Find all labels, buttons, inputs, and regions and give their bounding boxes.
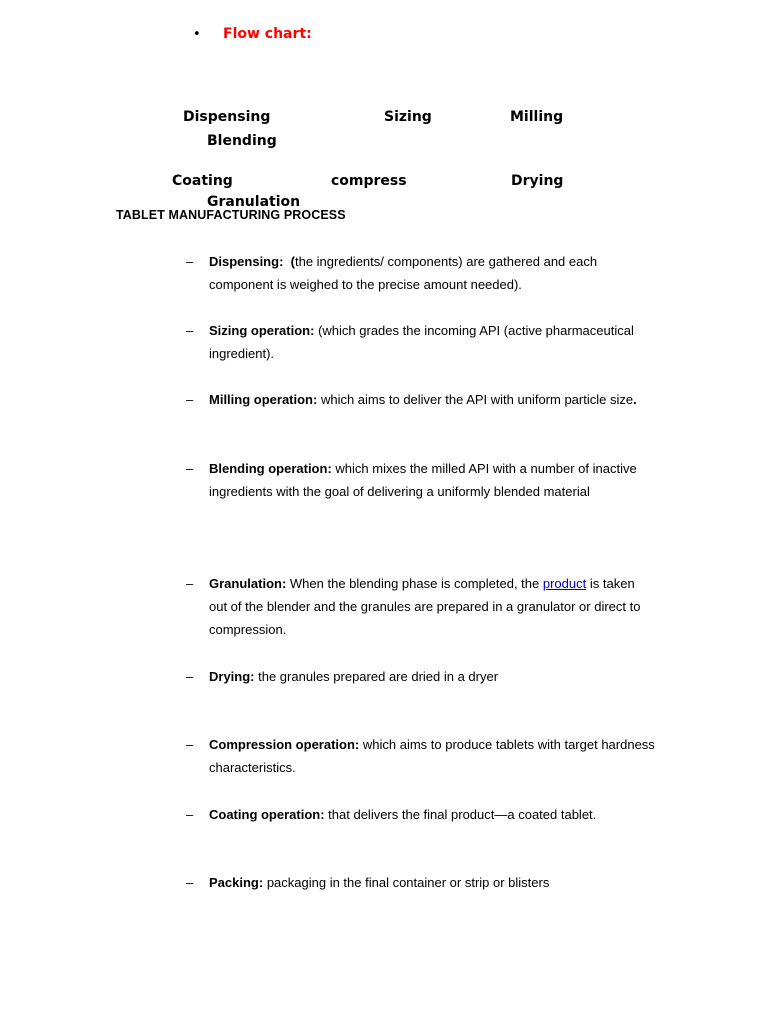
flowchart-label-compress: compress xyxy=(331,173,407,189)
step-text: (which grades the incoming API (active pharmaceutical ingredient). xyxy=(209,323,634,361)
step-text: the granules prepared are dried in a dryer xyxy=(258,669,499,684)
step-text: the ingredients/ components) are gathered and each component is weighed to the precise amount needed). xyxy=(209,254,598,292)
list-item xyxy=(186,319,656,365)
step-term: Blending operation: xyxy=(209,461,332,476)
list-item xyxy=(186,388,656,411)
step-term: Granulation: xyxy=(209,576,287,591)
list-item xyxy=(186,871,656,894)
step-text: packaging in the final container or strip or blisters xyxy=(266,875,550,890)
list-item xyxy=(186,733,656,779)
step-text: is taken out of the blender and the granules are prepared in a granulator or direct to compression. xyxy=(209,576,641,637)
flowchart-title: Flow chart: xyxy=(223,26,312,42)
flowchart-label-sizing: Sizing xyxy=(384,109,432,125)
dash-marker: – xyxy=(186,254,194,269)
step-text: which aims to produce tablets with target hardness characteristics. xyxy=(209,737,655,775)
list-item xyxy=(186,572,656,641)
step-term: Dispensing: xyxy=(209,254,284,269)
step-end: . xyxy=(633,392,637,407)
list-item xyxy=(186,457,656,503)
list-item xyxy=(186,250,656,296)
step-text: When the blending phase is completed, the xyxy=(289,576,540,591)
dash-marker: – xyxy=(186,323,194,338)
step-term: Drying: xyxy=(209,669,255,684)
step-text: that delivers the final product—a coated tablet. xyxy=(328,807,597,822)
flowchart-label-drying: Drying xyxy=(511,173,564,189)
flowchart-label-dispensing: Dispensing xyxy=(183,109,271,125)
list-item xyxy=(186,803,656,826)
step-term: Packing: xyxy=(209,875,264,890)
step-term: Milling operation: xyxy=(209,392,318,407)
flowchart-label-milling: Milling xyxy=(510,109,564,125)
flowchart-label-coating: Coating xyxy=(172,173,233,189)
dash-marker: – xyxy=(186,875,194,890)
section-heading: TABLET MANUFACTURING PROCESS xyxy=(116,208,346,222)
step-paren: ( xyxy=(290,254,295,269)
dash-marker: – xyxy=(186,461,194,476)
step-term: Compression operation: xyxy=(209,737,360,752)
flowchart-label-blending: Blending xyxy=(207,133,277,149)
dash-marker: – xyxy=(186,576,194,591)
step-text: which mixes the milled API with a number of inactive ingredients with the goal of delivering a uniformly blended material xyxy=(209,461,637,499)
list-item xyxy=(186,665,656,688)
step-term: Coating operation: xyxy=(209,807,325,822)
dash-marker: – xyxy=(186,669,194,684)
dash-marker: – xyxy=(186,737,194,752)
step-text: which aims to deliver the API with uniform particle size xyxy=(320,392,634,407)
dash-marker: – xyxy=(186,807,194,822)
flowchart-label-granulation: Granulation xyxy=(207,194,301,208)
dash-marker: – xyxy=(186,392,194,407)
bullet: • xyxy=(193,27,201,42)
step-term: Sizing operation: xyxy=(209,323,315,338)
product-link[interactable]: product xyxy=(542,576,587,591)
flowchart-clipped-row xyxy=(0,190,768,208)
